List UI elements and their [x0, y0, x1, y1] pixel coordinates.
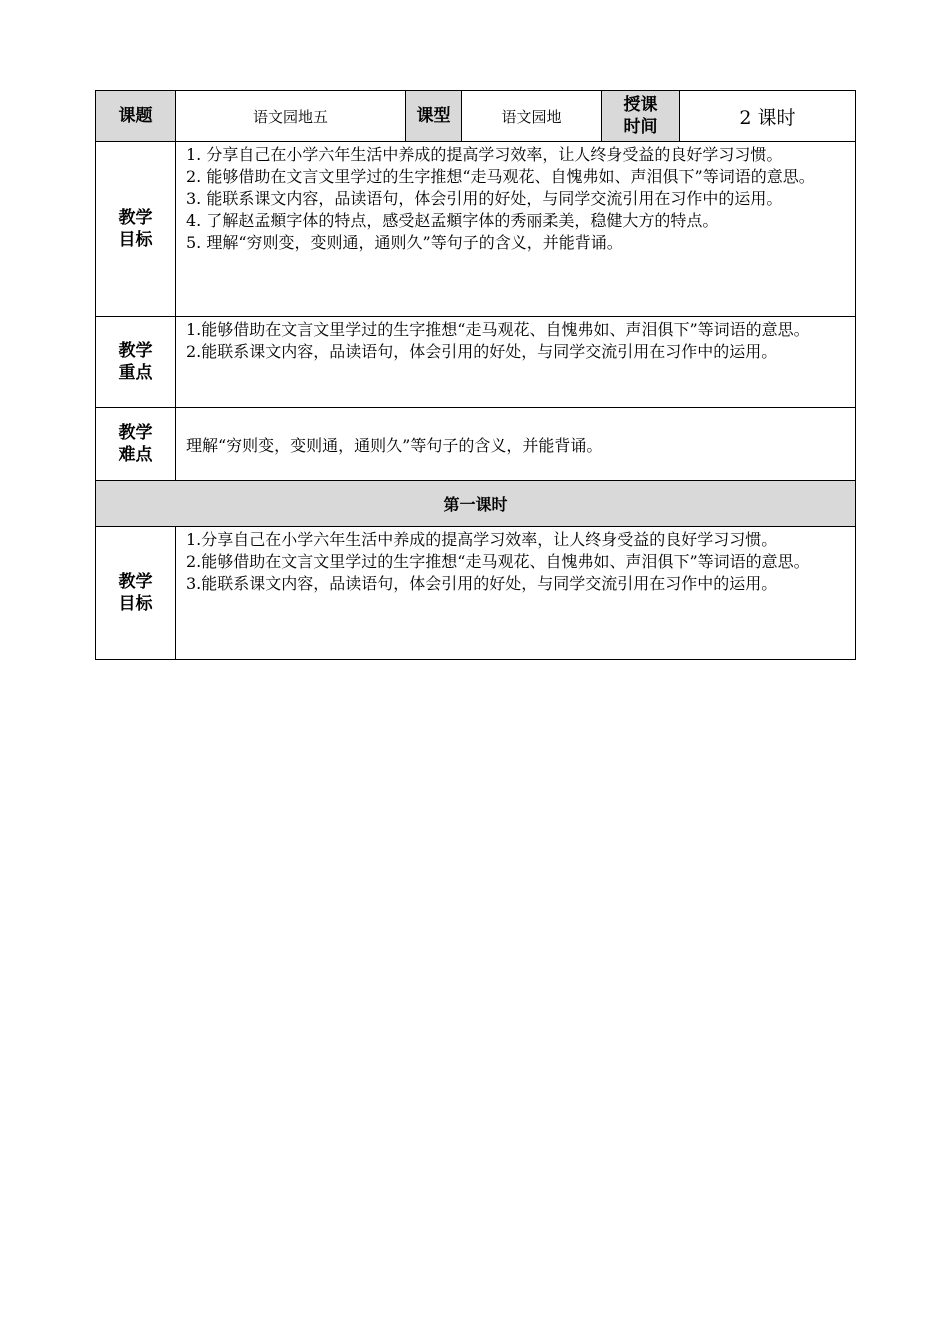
type-value: 语文园地 [462, 91, 602, 142]
goal-item: 3. 能联系课文内容，品读语句，体会引用的好处，与同学交流引用在习作中的运用。 [186, 189, 783, 208]
lesson1-goal-item: 2.能够借助在文言文里学过的生字推想“走马观花、自愧弗如、声泪俱下”等词语的意思。 [186, 552, 810, 571]
lesson-plan-table [95, 90, 856, 660]
section-title: 第一课时 [96, 481, 856, 527]
lesson1-goals-row [96, 527, 856, 660]
difficulties-content: 理解“穷则变，变则通，通则久”等句子的含义，并能背诵。 [176, 408, 856, 481]
lesson1-goal-item: 1.分享自己在小学六年生活中养成的提高学习效率，让人终身受益的良好学习习惯。 [186, 530, 778, 549]
lesson1-goal-item: 3.能联系课文内容，品读语句，体会引用的好处，与同学交流引用在习作中的运用。 [186, 574, 778, 593]
topic-label: 课题 [96, 91, 176, 142]
goals-content [176, 142, 856, 317]
goal-item: 2. 能够借助在文言文里学过的生字推想“走马观花、自愧弗如、声泪俱下”等词语的意思。 [186, 167, 815, 186]
difficulties-label: 教学 难点 [96, 408, 176, 481]
lesson1-goals-content [176, 527, 856, 660]
difficulties-row [96, 408, 856, 481]
goal-item: 5. 理解“穷则变，变则通，通则久”等句子的含义，并能背诵。 [186, 233, 623, 252]
goal-item: 1. 分享自己在小学六年生活中养成的提高学习效率，让人终身受益的良好学习习惯。 [186, 145, 783, 164]
key-point-item: 2.能联系课文内容，品读语句，体会引用的好处，与同学交流引用在习作中的运用。 [186, 342, 778, 361]
type-label: 课型 [406, 91, 462, 142]
goal-item: 4. 了解赵孟頫字体的特点，感受赵孟頫字体的秀丽柔美，稳健大方的特点。 [186, 211, 719, 230]
time-label: 授课 时间 [602, 91, 680, 142]
section-row [96, 481, 856, 527]
key-points-label: 教学 重点 [96, 317, 176, 408]
header-row [96, 91, 856, 142]
topic-value: 语文园地五 [176, 91, 406, 142]
goals-row [96, 142, 856, 317]
key-point-item: 1.能够借助在文言文里学过的生字推想“走马观花、自愧弗如、声泪俱下”等词语的意思。 [186, 320, 810, 339]
key-points-row [96, 317, 856, 408]
lesson1-goals-label: 教学 目标 [96, 527, 176, 660]
time-value: 2 课时 [680, 91, 856, 142]
goals-label: 教学 目标 [96, 142, 176, 317]
key-points-content [176, 317, 856, 408]
